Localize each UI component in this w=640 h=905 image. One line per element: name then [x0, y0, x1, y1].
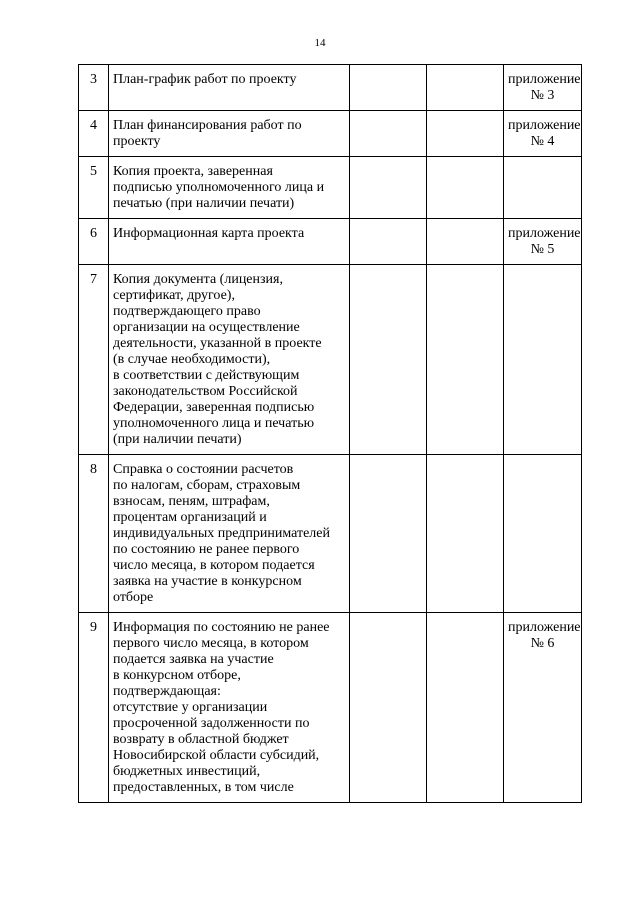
- document-name-cell: [109, 157, 350, 219]
- appendix-reference: приложение № 6: [508, 620, 581, 651]
- table-row-7: [79, 265, 582, 455]
- empty-cell: [350, 455, 427, 613]
- empty-cell: [427, 157, 504, 219]
- empty-cell: [427, 613, 504, 803]
- note-cell: [504, 455, 582, 613]
- document-name-cell: [109, 65, 350, 111]
- note-cell: [504, 219, 582, 265]
- appendix-reference: приложение № 5: [508, 226, 581, 257]
- row-number: 6: [79, 219, 109, 265]
- document-name: Копия документа (лицензия, сертификат, другое), подтверждающего право организации на осуществление деятельности, указанной в проекте (в случае необходимости), в соответствии с действующим законодательством Российской Федерации, заверенная подписью уполномоченного лица и печатью (при наличии печати): [113, 272, 322, 447]
- appendix-reference: приложение № 4: [508, 118, 581, 149]
- empty-cell: [427, 111, 504, 157]
- document-name: Информационная карта проекта: [113, 226, 305, 241]
- empty-cell: [350, 111, 427, 157]
- note-cell: [504, 111, 582, 157]
- document-name-cell: [109, 265, 350, 455]
- empty-cell: [427, 455, 504, 613]
- note-cell: [504, 613, 582, 803]
- row-number: 3: [79, 65, 109, 111]
- empty-cell: [350, 65, 427, 111]
- document-name: План-график работ по проекту: [113, 72, 297, 87]
- note-cell: [504, 265, 582, 455]
- empty-cell: [350, 219, 427, 265]
- table-row-8: [79, 455, 582, 613]
- documents-table: [78, 64, 582, 803]
- document-name: Справка о состоянии расчетов по налогам, сборам, страховым взносам, пеням, штрафам, процентам организаций и индивидуальных предпринимателей по состоянию не ранее первого число месяца, в котором подается заявка на участие в конкурсном отборе: [113, 462, 330, 605]
- note-cell: [504, 157, 582, 219]
- appendix-reference: приложение № 3: [508, 72, 581, 103]
- empty-cell: [427, 219, 504, 265]
- table-row-5: [79, 157, 582, 219]
- row-number: 7: [79, 265, 109, 455]
- empty-cell: [350, 613, 427, 803]
- table-row-9: [79, 613, 582, 803]
- empty-cell: [350, 157, 427, 219]
- note-cell: [504, 65, 582, 111]
- document-name: Информация по состоянию не ранее первого число месяца, в котором подается заявка на участие в конкурсном отборе, подтверждающая: отсутствие у организации просроченной задолженности по возврату в областной бюджет Новосибирской области субсидий, бюджетных инвестиций, предоставленных, в том числе: [113, 620, 330, 795]
- table-row-3: [79, 65, 582, 111]
- document-name-cell: [109, 111, 350, 157]
- document-name: Копия проекта, заверенная подписью уполномоченного лица и печатью (при наличии печати): [113, 164, 325, 211]
- empty-cell: [427, 265, 504, 455]
- document-name-cell: [109, 219, 350, 265]
- row-number: 8: [79, 455, 109, 613]
- row-number: 5: [79, 157, 109, 219]
- document-name: План финансирования работ по проекту: [113, 118, 302, 149]
- page-number: 14: [314, 37, 326, 49]
- document-name-cell: [109, 613, 350, 803]
- table-row-4: [79, 111, 582, 157]
- row-number: 9: [79, 613, 109, 803]
- document-name-cell: [109, 455, 350, 613]
- table-row-6: [79, 219, 582, 265]
- empty-cell: [427, 65, 504, 111]
- empty-cell: [350, 265, 427, 455]
- row-number: 4: [79, 111, 109, 157]
